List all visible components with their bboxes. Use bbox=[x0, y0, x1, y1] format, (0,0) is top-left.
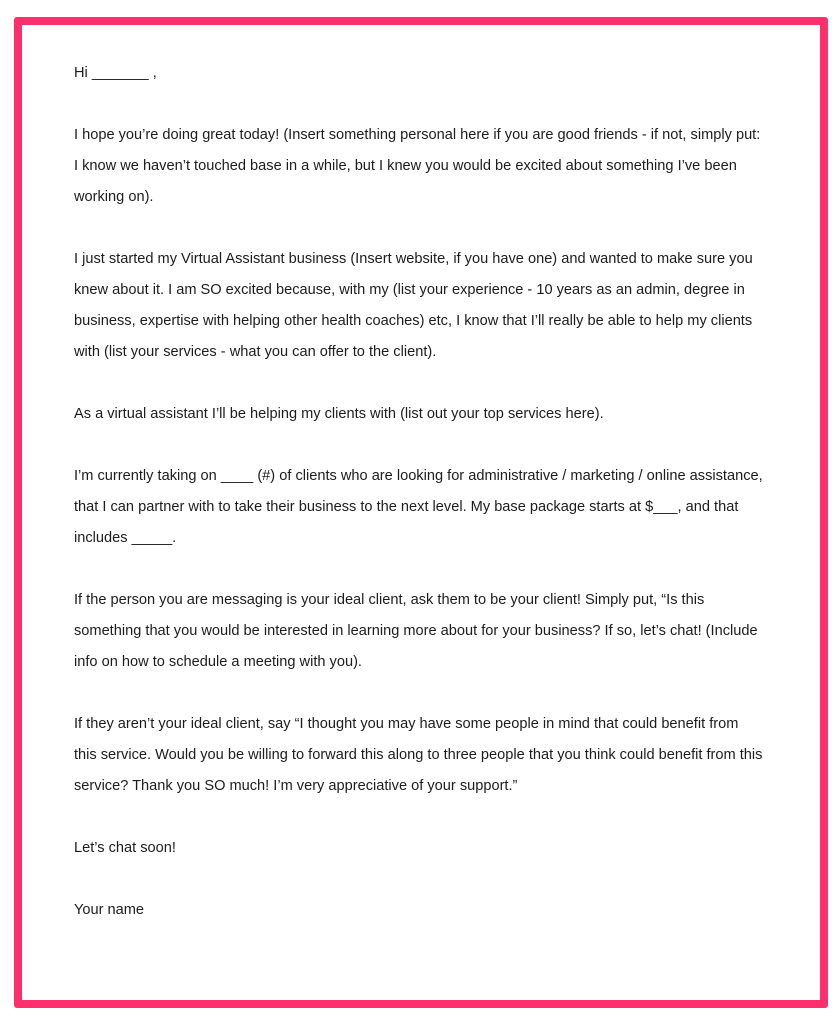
signature: Your name bbox=[74, 902, 145, 918]
paragraph-services: As a virtual assistant I’ll be helping my clients with (list out your top services here). bbox=[74, 406, 604, 422]
paragraph-business: I just started my Virtual Assistant business (Insert website, if you have one) and wanted to make sure you knew about it. I am SO excited because, with my (list your experience - 10 years as an admin, degree in business, expertise with helping other health coaches) etc, I know that I’ll really be able to help my clients with (list your services - what you can offer to the client). bbox=[74, 251, 753, 360]
paragraph-intro: I hope you’re doing great today! (Insert something personal here if you are good friends - if not, simply put: I know we haven’t touched base in a while, but I knew you would be excited about something I’ve been working on). bbox=[74, 127, 761, 205]
paragraph-ideal-client: If the person you are messaging is your ideal client, ask them to be your client! Simply put, “Is this something that you would be interested in learning more about for your business? If so, let’s chat! (Include info on how to schedule a meeting with you). bbox=[74, 592, 758, 670]
paragraph-pricing: I’m currently taking on ____ (#) of clients who are looking for administrative / marketing / online assistance, that I can partner with to take their business to the next level. My base package starts at $___, and that includes _____. bbox=[74, 468, 763, 546]
greeting: Hi _______ , bbox=[74, 65, 157, 81]
letter-body bbox=[74, 58, 764, 926]
letter-frame bbox=[14, 17, 828, 1008]
paragraph-referral: If they aren’t your ideal client, say “I thought you may have some people in mind that could benefit from this service. Would you be willing to forward this along to three people that you think could benefit from this service? Thank you SO much! I’m very appreciative of your support.” bbox=[74, 716, 763, 794]
closing: Let’s chat soon! bbox=[74, 840, 176, 856]
